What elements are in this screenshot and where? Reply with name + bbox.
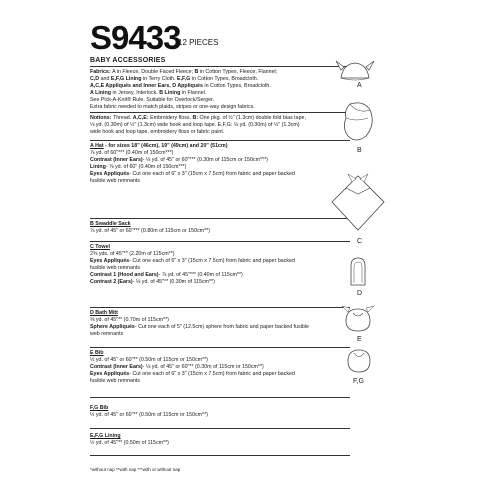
bib-icon [346, 348, 372, 374]
yardage-line: ⅝ yd. of 45"** (0.70m of 115cm**) [90, 316, 169, 323]
section-e-bib [90, 350, 352, 385]
notions-line-3: wide hook and loop tape, embroidery floss or fabric paint. [90, 128, 225, 135]
section-heading: A Hat - for sizes 18" (46cm), 19" (49cm) and 20" (51cm) [90, 143, 228, 149]
notions-line-1: Notions: Thread. A,C,E: Embroidery floss. B: One pkg. of ½" (1.3cm) double fold bias tape, [90, 115, 306, 121]
yardage-line: 2⅜ yds. of 45"** (2.20m of 115cm**) [90, 250, 175, 257]
figure-label-a: A [357, 82, 362, 89]
divider [90, 218, 350, 219]
notions-line-2: ⅛ yd. (0.30m) of ½" (1.3cm) wide hook and loop tape. E,F,G: ⅛ yd. (0.30m) of ½" (1.3cm) [90, 121, 300, 128]
fabrics-line-6: Extra fabric needed to match plaids, stripes or one-way design fabrics. [90, 103, 255, 110]
section-b-swaddle-sack [90, 221, 352, 235]
yardage-line: fusible web remnants [90, 264, 141, 271]
fabrics-block [90, 69, 352, 110]
divider [90, 347, 350, 348]
figure-d-mitt [349, 257, 367, 287]
yardage-line: Eyes Appliqués- Cut one each of 6" x 3" (15cm x 7.5cm) from fabric and paper backed [90, 370, 295, 377]
swaddle-sack-icon [340, 100, 378, 144]
notions-block [90, 115, 352, 136]
divider [90, 112, 350, 113]
divider [90, 428, 350, 429]
nap-footnote: *without nap **with nap ***with or without nap [90, 467, 181, 472]
figure-label-c: C [357, 238, 363, 245]
yardage-line: Contrast (Inner Ears)- ⅛ yd. of 45" or 60"** (0.30m of 115cm or 150cm**) [90, 363, 264, 370]
figure-label-fg: F,G [353, 378, 364, 385]
yardage-line: Eyes Appliqués- Cut one each of 6" x 3" (15cm x 7.5cm) from fabric and paper backed [90, 257, 295, 264]
figure-label-e: E [357, 336, 362, 343]
yardage-line: fusible web remnants [90, 377, 141, 384]
section-heading: E,F,G Lining [90, 433, 121, 439]
yardage-line: ⅞ yd. of 45" or 60"*** (0.80m of 115cm or 150cm**) [90, 227, 210, 234]
divider [90, 397, 350, 398]
divider [90, 455, 350, 456]
figure-fg-bib [346, 348, 372, 374]
fabrics-line-1: Fabrics: A in Fleece, Double Faced Fleece; B in Cotton Types, Fleece, Flannel; [90, 69, 278, 75]
pieces-count: 12 PIECES [178, 38, 219, 47]
yardage-line: Contrast (Inner Ears)- ⅛ yd. of 45" or 60"*** (0.30m of 115cm or 150cm***) [90, 156, 268, 163]
section-heading: F,G Bib [90, 405, 109, 411]
section-heading: E Bib [90, 350, 104, 356]
page-title: BABY ACCESSORIES [90, 57, 166, 64]
figure-label-d: D [357, 290, 363, 297]
section-heading: B Swaddle Sack [90, 221, 131, 227]
section-d-bath-mitt [90, 310, 352, 338]
yardage-line: Eyes Appliqués- Cut one each of 6" x 3" (15cm x 7.5cm) from fabric and paper backed [90, 170, 295, 177]
section-a-hat [90, 143, 352, 184]
hat-icon [335, 58, 375, 84]
figure-c-towel [330, 172, 386, 234]
section-efg-lining [90, 433, 352, 447]
section-fg-bib [90, 405, 352, 419]
yardage-line: Lining- ⅞ yd. of 60" (0.40m of 150cm***) [90, 163, 187, 170]
yardage-line: web remnants [90, 330, 124, 337]
fabrics-line-4: A Lining in Jersey, Interlock. B Lining in Flannel. [90, 89, 207, 96]
yardage-line: ½ yd. of 45"** (0.50m of 115cm**) [90, 439, 169, 446]
figure-e-bib [342, 303, 374, 333]
bib-with-ears-icon [342, 303, 374, 333]
divider [90, 140, 350, 141]
figure-label-b: B [357, 147, 362, 154]
fabrics-line-5: See Pick-A-Knit® Rule. Suitable for Overlock/Serger. [90, 96, 215, 103]
bath-mitt-icon [349, 257, 367, 287]
divider [90, 241, 350, 242]
yardage-line: ⅞ yd. of 60"*** (0.40m of 150cm***) [90, 149, 174, 156]
figure-b-swaddle [340, 100, 378, 144]
section-heading: D Bath Mitt [90, 310, 118, 316]
yardage-line: Sphere Appliqués- Cut one each of 5" (12.5cm) sphere from fabric and paper backed fusible [90, 323, 309, 330]
yardage-line: ½ yd. of 45" or 60"** (0.50m of 115cm or 150cm**) [90, 356, 208, 363]
hooded-towel-icon [330, 172, 386, 234]
fabrics-line-3: A,C,E Appliqués and Inner Ears, D Appliqués in Cotton Types, Broadcloth. [90, 82, 271, 89]
yardage-line: Contrast 2 (Ears)- ⅛ yd. of 45"** (0.30m of 115cm**) [90, 278, 215, 285]
fabrics-line-2: C,D and E,F,G Lining in Terry Cloth. E,F,G in Cotton Types, Broadcloth. [90, 75, 259, 82]
yardage-line: Contrast 1 (Hood and Ears)- ⅞ yd. of 45"*** (0.40m of 115cm**) [90, 271, 243, 278]
divider [90, 307, 350, 308]
yardage-line: fusible web remnants [90, 177, 141, 184]
divider [90, 66, 350, 67]
section-c-towel [90, 244, 352, 285]
figure-a-hat [335, 58, 375, 84]
yardage-line: ½ yd. of 45" or 60"** (0.50m of 115cm or 150cm**) [90, 411, 208, 418]
section-heading: C Towel [90, 244, 110, 250]
pattern-number: S9433 [90, 19, 181, 56]
